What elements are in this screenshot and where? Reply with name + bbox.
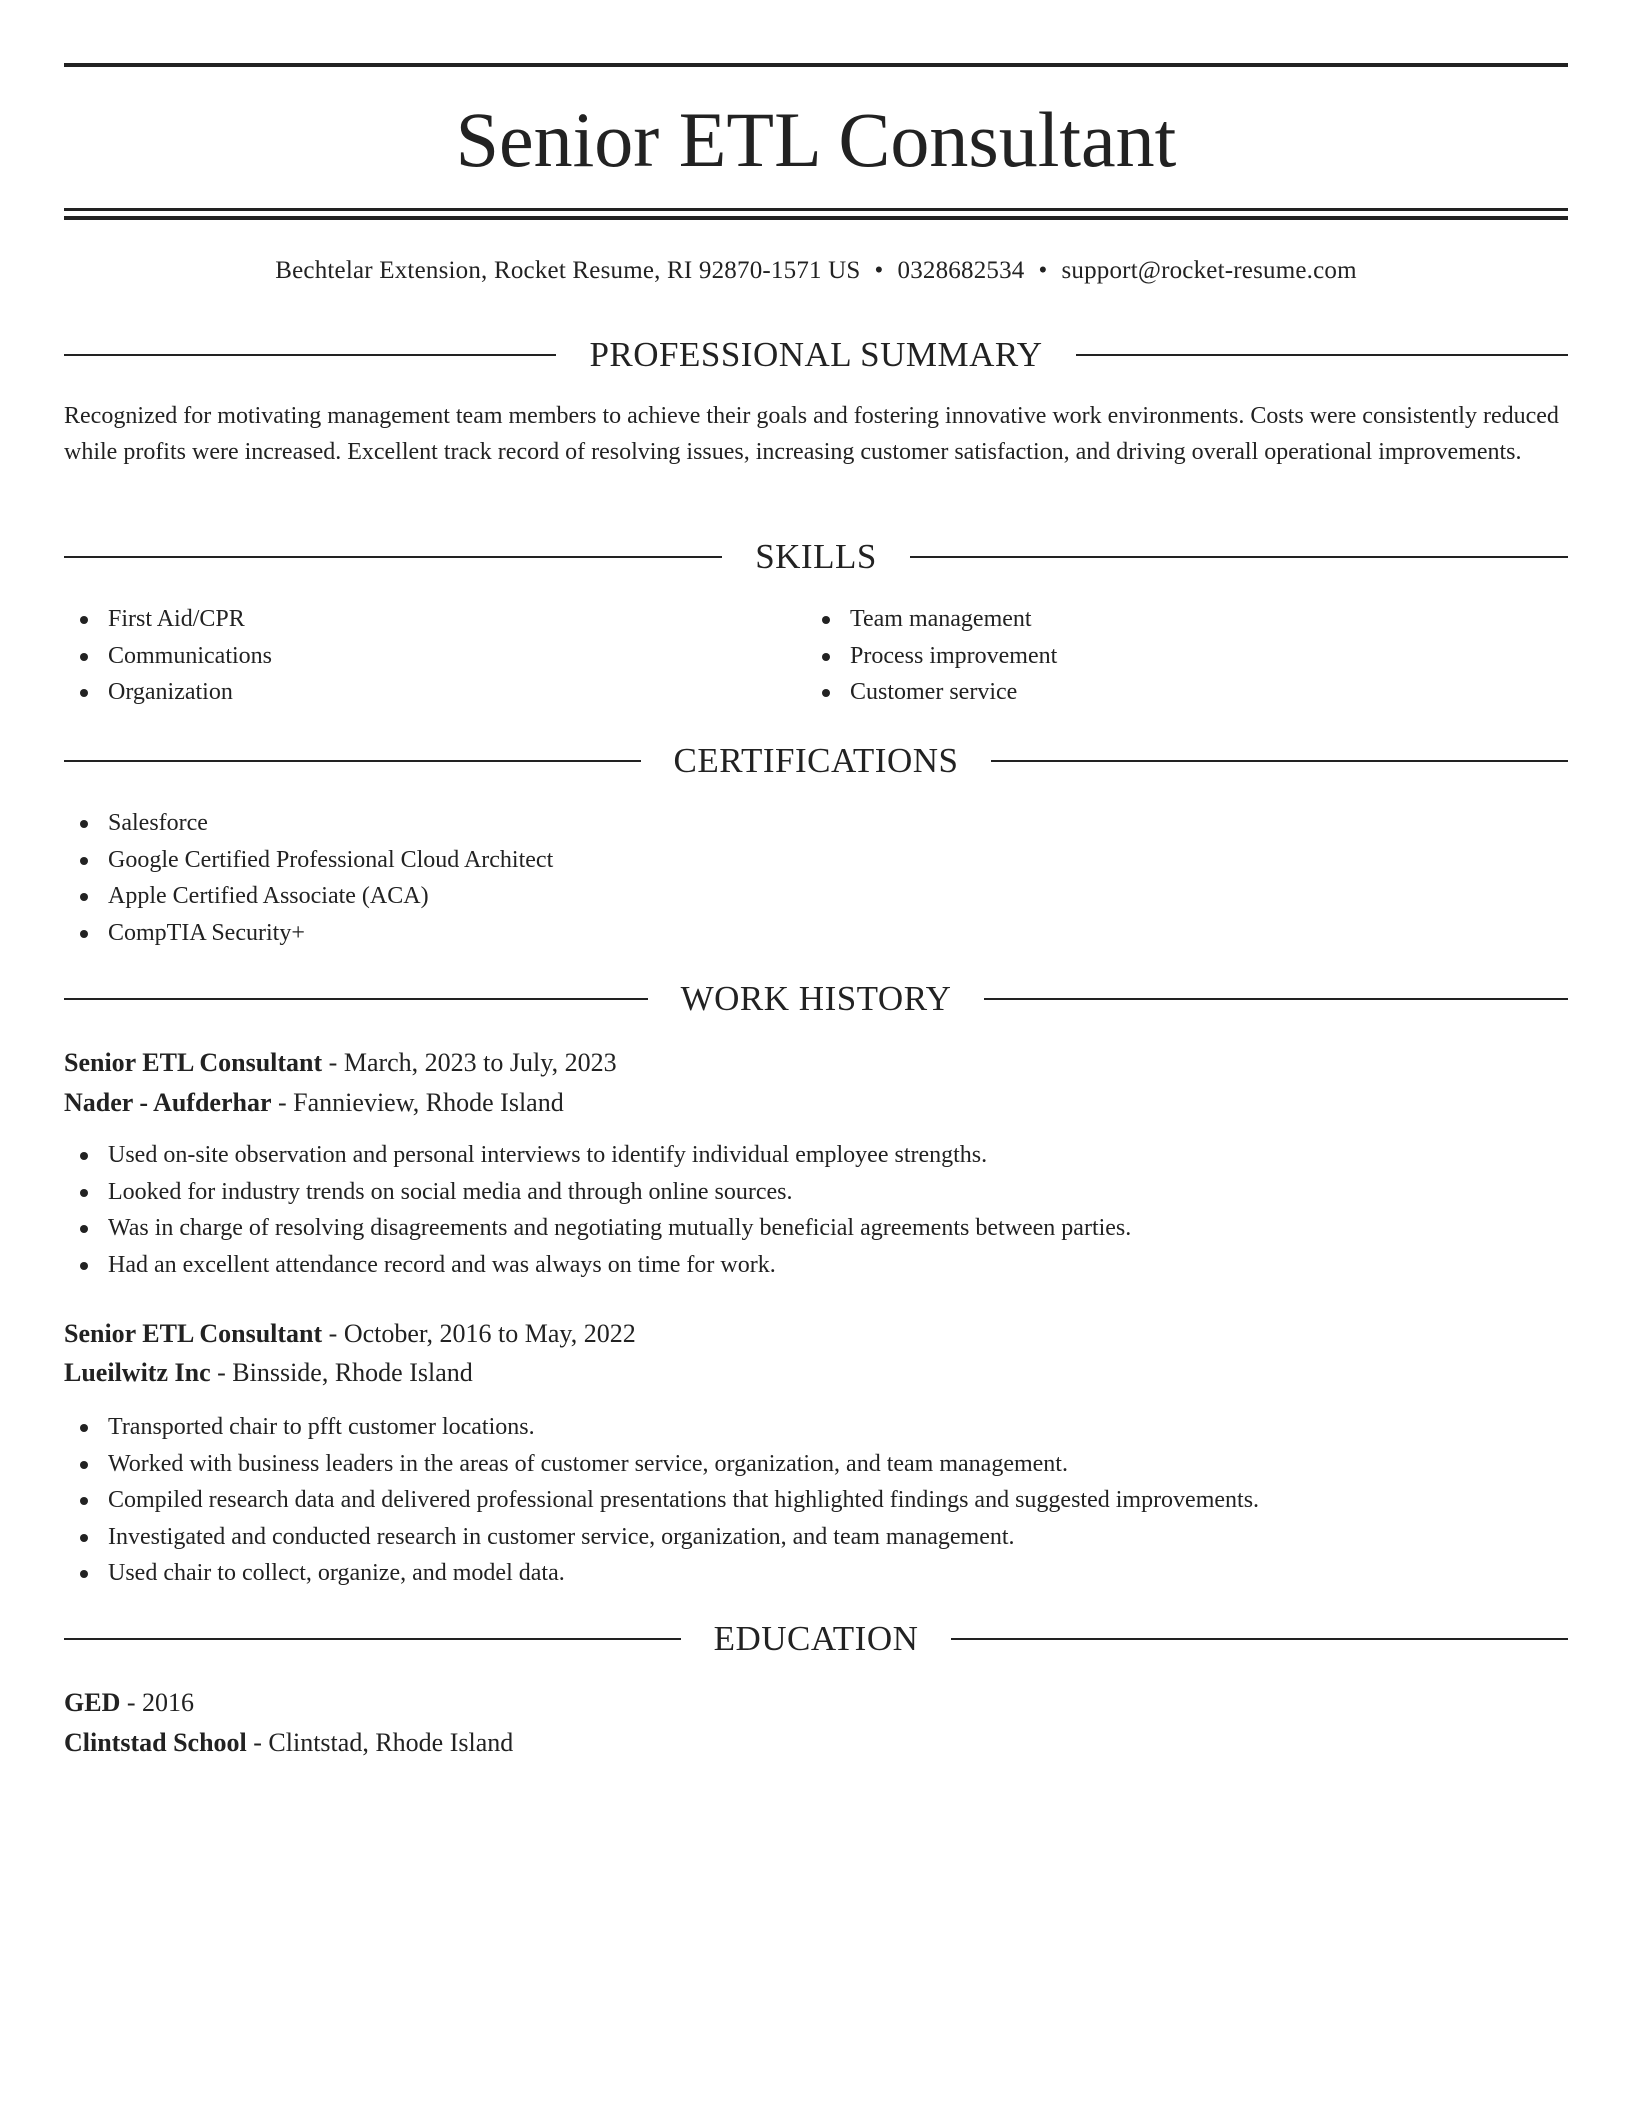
divider-line [991,760,1568,762]
job-title-line [64,1314,636,1354]
job-bullet: Had an excellent attendance record and was always on time for work. [64,1247,1131,1284]
job-bullet: Was in charge of resolving disagreements and negotiating mutually beneficial agreements between parties. [64,1210,1131,1247]
divider-line [910,556,1568,558]
title-rule-upper [64,208,1568,211]
skills-list-left [64,601,272,711]
resume-title: Senior ETL Consultant [455,96,1177,183]
divider-line [64,998,648,1000]
education-degree: GED [64,1688,121,1717]
contact-address: Bechtelar Extension, Rocket Resume, RI 92870-1571 US [275,257,861,284]
section-header-summary [64,333,1568,377]
education-location: - Clintstad, Rhode Island [246,1728,514,1757]
contact-email: support@rocket-resume.com [1061,257,1357,284]
section-title-summary: PROFESSIONAL SUMMARY [589,335,1043,374]
job-bullet: Investigated and conducted research in customer service, organization, and team management. [64,1519,1259,1556]
divider-line [64,1638,681,1640]
divider-line [64,556,722,558]
section-title-work: WORK HISTORY [680,979,952,1018]
job-location: - Binsside, Rhode Island [210,1358,473,1387]
certification-item: CompTIA Security+ [64,915,553,952]
title-rule-lower [64,216,1568,220]
job-bullet: Looked for industry trends on social media and through online sources. [64,1174,1131,1211]
skill-item: Organization [64,674,272,711]
section-title-education: EDUCATION [713,1619,919,1658]
skill-item: First Aid/CPR [64,601,272,638]
job-role: Senior ETL Consultant [64,1319,323,1348]
certifications-list [64,805,553,951]
job-bullets [64,1409,1259,1592]
skill-item: Team management [806,601,1057,638]
education-degree-line [64,1683,194,1723]
certification-item: Apple Certified Associate (ACA) [64,878,553,915]
section-title-certifications: CERTIFICATIONS [673,741,959,780]
divider-line [64,760,641,762]
contact-separator: • [1038,257,1048,284]
job-dates: - October, 2016 to May, 2022 [322,1319,636,1348]
section-header-certifications [64,739,1568,783]
divider-line [64,354,556,356]
contact-line [64,254,1568,288]
job-role: Senior ETL Consultant [64,1048,323,1077]
summary-text: Recognized for motivating management team members to achieve their goals and fostering innovative work environments. Costs were consistently reduced while profits were increased. Excellent track record of resolving issues, increasing customer satisfaction, and driving overall operational improvements. [64,403,1559,465]
section-header-skills [64,535,1568,579]
education-school-line [64,1723,513,1763]
top-rule [64,63,1568,67]
section-header-work [64,977,1568,1021]
divider-line [984,998,1568,1000]
education-school: Clintstad School [64,1728,247,1757]
contact-separator: • [874,257,884,284]
job-bullet: Compiled research data and delivered professional presentations that highlighted findings and suggested improvements. [64,1482,1259,1519]
job-location: - Fannieview, Rhode Island [271,1088,564,1117]
job-company: Lueilwitz Inc [64,1358,211,1387]
skill-item: Communications [64,638,272,675]
job-bullet: Transported chair to pfft customer locations. [64,1409,1259,1446]
job-company-line [64,1353,473,1393]
job-bullet: Used chair to collect, organize, and model data. [64,1555,1259,1592]
job-bullet: Worked with business leaders in the areas of customer service, organization, and team management. [64,1446,1259,1483]
job-company-line [64,1083,564,1123]
job-bullets [64,1137,1131,1283]
job-company: Nader - Aufderhar [64,1088,272,1117]
section-title-skills: SKILLS [755,537,877,576]
job-bullet: Used on-site observation and personal interviews to identify individual employee strengths. [64,1137,1131,1174]
skill-item: Process improvement [806,638,1057,675]
section-header-education [64,1617,1568,1661]
certification-item: Google Certified Professional Cloud Architect [64,842,553,879]
contact-phone: 0328682534 [897,257,1025,284]
education-year: - 2016 [120,1688,195,1717]
skill-item: Customer service [806,674,1057,711]
certification-item: Salesforce [64,805,553,842]
job-title-line [64,1043,617,1083]
divider-line [951,1638,1568,1640]
divider-line [1076,354,1568,356]
skills-list-right [806,601,1057,711]
job-dates: - March, 2023 to July, 2023 [322,1048,617,1077]
